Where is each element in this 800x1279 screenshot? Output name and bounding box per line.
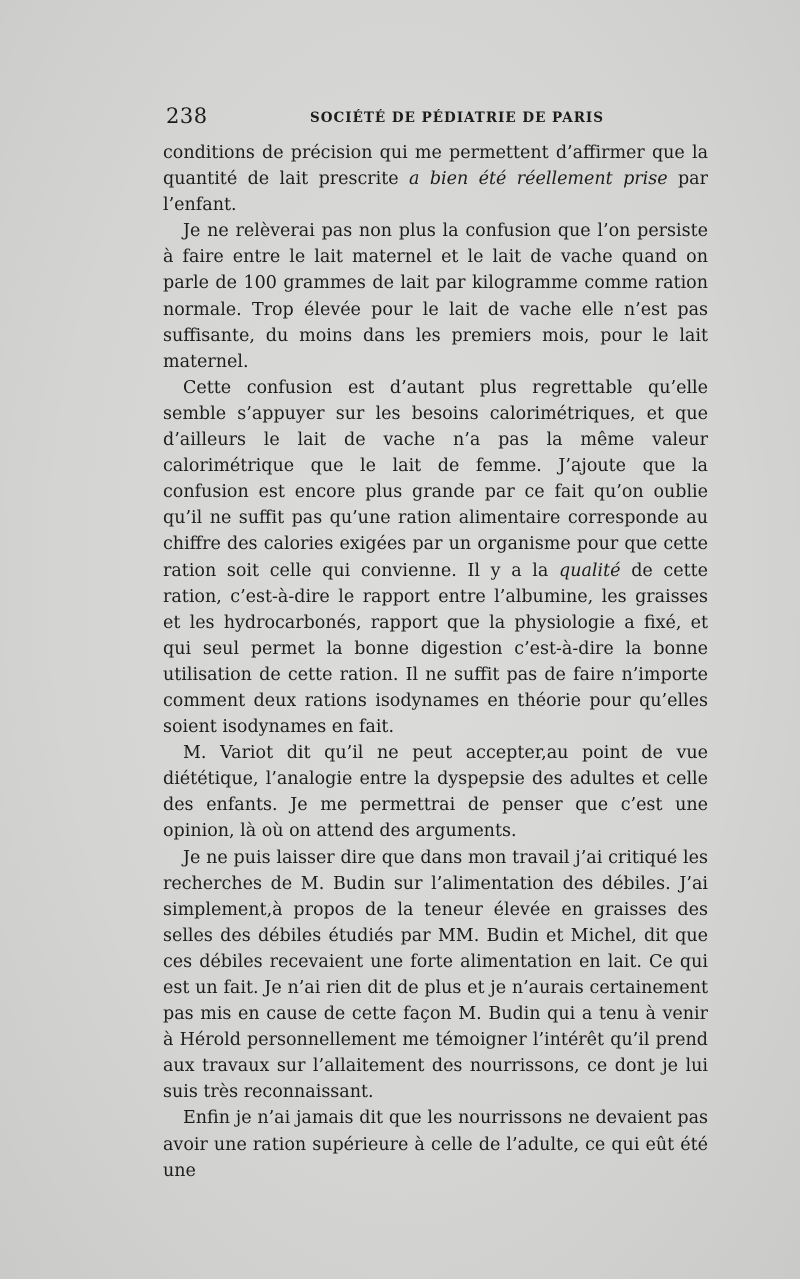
italic-phrase: a bien été réellement prise xyxy=(409,169,668,190)
paragraph-continuation xyxy=(163,140,708,218)
page-header xyxy=(166,104,708,134)
page-number: 238 xyxy=(166,104,208,128)
italic-word: qualité xyxy=(559,560,621,581)
paragraph: Enfin je n’ai jamais dit que les nourrissons ne devaient pas avoir une ration supérieure à celle de l’adulte, ce qui eût été une xyxy=(163,1108,708,1181)
running-head: SOCIÉTÉ DE PÉDIATRIE DE PARIS xyxy=(310,110,604,126)
paragraph-text: Cette confusion est d’autant plus regrettable qu’elle semble s’appuyer sur les besoins calorimétriques, et que d’ailleurs le lait de vache n’a pas la même valeur calorimétrique que le lait de femme. J’ajoute que la confusion est encore plus grande par ce fait qu’on oublie qu’il ne suffit pas qu’une ration alimentaire corresponde au chiffre des calories exigées par un organisme pour que cette ration soit celle qui convienne. Il y a la xyxy=(163,377,708,581)
paragraph-text: par l’enfant. xyxy=(163,169,708,216)
paragraph-text: conditions de précision qui me permettent d’affirmer que la quantité de lait prescrite xyxy=(163,143,708,190)
paragraph: Je ne puis laisser dire que dans mon travail j’ai critiqué les recherches de M. Budin sur l’alimentation des débiles. J’ai simplement,à propos de la teneur élevée en graisses des selles des débiles étudiés par MM. Budin et Michel, dit que ces débiles recevaient une forte alimentation en lait. Ce qui est un fait. Je n’ai rien dit de plus et je n’aurais certainement pas mis en cause de cette façon M. Budin qui a tenu à venir à Hérold personnellement me témoigner l’intérêt qu’il prend aux travaux sur l’allaitement des nourrissons, ce dont je lui suis très reconnaissant. xyxy=(163,847,708,1103)
paragraph-text: de cette ration, c’est-à-dire le rapport entre l’albumine, les graisses et les hydrocarbonés, rapport que la physiologie a fixé, et qui seul permet la bonne digestion c’est-à-dire la bonne utilisation de cette ration. Il ne suffit pas de faire n’importe comment deux rations isodynames en théorie pour qu’elles soient isodynames en fait. xyxy=(163,560,709,738)
body-text xyxy=(163,140,708,1184)
paragraph xyxy=(163,375,708,740)
paragraph: M. Variot dit qu’il ne peut accepter,au point de vue diététique, l’analogie entre la dyspepsie des adultes et celle des enfants. Je me permettrai de penser que c’est une opinion, là où on attend des arguments. xyxy=(163,743,708,842)
paragraph: Je ne relèverai pas non plus la confusion que l’on persiste à faire entre le lait maternel et le lait de vache quand on parle de 100 grammes de lait par kilogramme comme ration normale. Trop élevée pour le lait de vache elle n’est pas suffisante, du moins dans les premiers mois, pour le lait maternel. xyxy=(163,221,708,372)
